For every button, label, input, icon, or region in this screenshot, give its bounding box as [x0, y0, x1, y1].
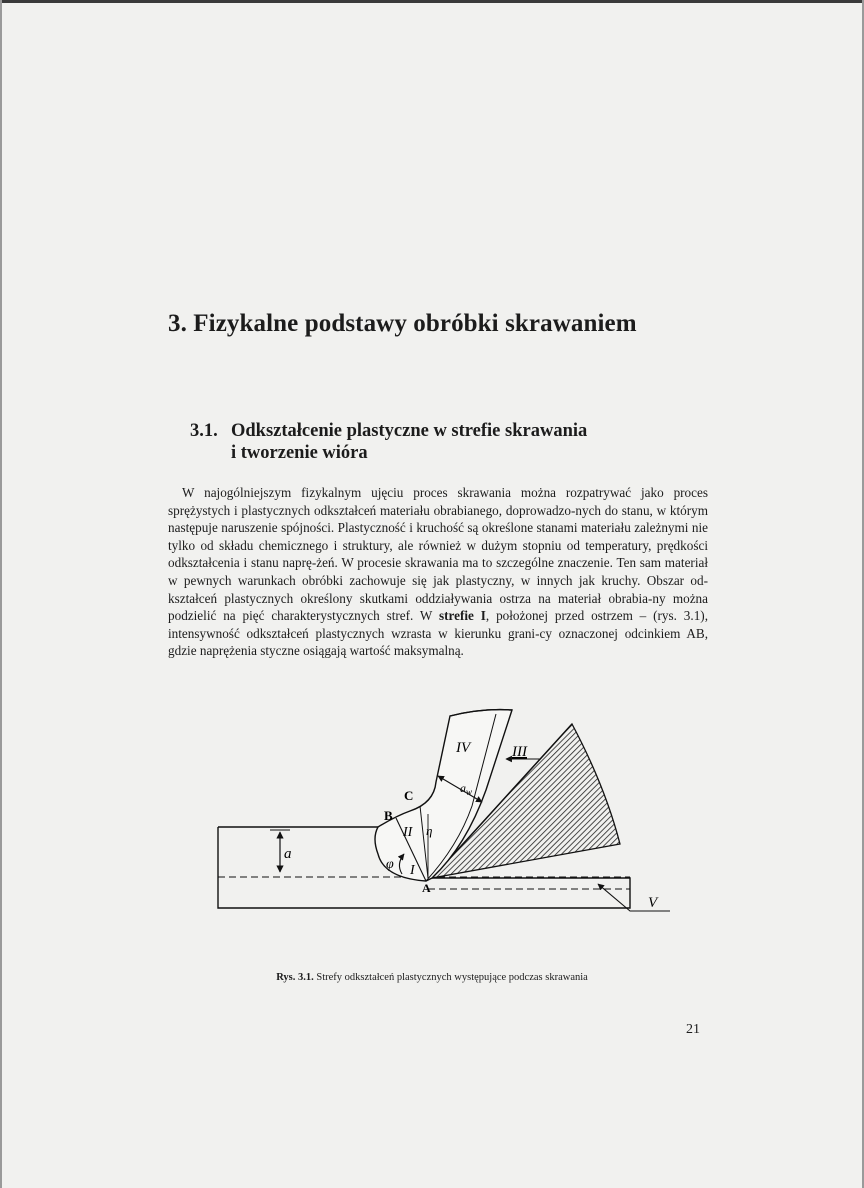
- label-zone-II: II: [403, 825, 413, 840]
- paragraph-text-1: W najogólniejszym fizykalnym ujęciu proces skrawania można rozpatrywać jako proces sprężystych i plastycznych odkształceń materiału obrabianego, doprowadzo-nych do stanu, w którym następuje naruszenie spójności. Plastyczność i kruchość są określone stanami materiału zależnymi nie tylko od składu chemicznego i struktury, ale również w dużym stopniu od temperatury, prędkości odkształcenia i stanu naprę-żeń. W procesie skrawania ma to szczególne znaczenie. Ten sam materiał w pewnych warunkach obróbki zachowuje się jak plastyczny, w innych jak kruchy. Obszar od-kształceń plastycznych określony skutkami oddziaływania ostrza na materiał obrabia-ny można podzielić na pięć charakterystycznych stref. W: [168, 485, 708, 624]
- label-point-B: B: [384, 808, 393, 823]
- label-eta: η: [426, 823, 433, 838]
- section-title-line1: Odkształcenie plastyczne w strefie skrawania: [231, 421, 588, 441]
- chapter-title: 3. Fizykalne podstawy obróbki skrawaniem: [168, 310, 637, 337]
- page-number: 21: [686, 1022, 700, 1037]
- label-zone-V: V: [648, 895, 658, 911]
- label-zone-III: III: [512, 744, 527, 760]
- scan-edge-top: [0, 0, 864, 3]
- section-number: 3.1.: [190, 421, 218, 441]
- caption-text: Strefy odkształceń plastycznych występujące podczas skrawania: [313, 972, 588, 983]
- label-depth-a: a: [284, 846, 292, 862]
- label-zone-I: I: [410, 863, 415, 878]
- paragraph-text-3: , intensywność odkształceń plastycznych wzrasta w kierunku grani-cy oznaczonej odcinkiem AB, gdzie naprężenia styczne osiągają wartość maksymalną.: [168, 608, 708, 659]
- paragraph-text-2: , położonej przed ostrzem –: [485, 608, 654, 624]
- scan-edge-left: [0, 0, 2, 1188]
- paragraph-bold-term: strefie I: [439, 608, 486, 624]
- cutting-zones-figure: [200, 706, 700, 926]
- section-title-line2: i tworzenie wióra: [231, 443, 368, 463]
- section-title: [190, 420, 587, 464]
- label-chip-thickness-main: a: [460, 781, 466, 795]
- caption-label: Rys. 3.1.: [276, 972, 314, 983]
- label-zone-IV: IV: [456, 740, 471, 756]
- label-point-C: C: [404, 788, 414, 803]
- zone-V-leader: [598, 884, 670, 911]
- label-chip-thickness-sub: w: [466, 787, 473, 797]
- figure-reference: (rys. 3.1): [653, 608, 705, 624]
- figure-caption: [0, 972, 864, 983]
- label-phi: φ: [386, 857, 394, 872]
- label-point-A: A: [422, 881, 431, 895]
- body-paragraph: [168, 484, 708, 660]
